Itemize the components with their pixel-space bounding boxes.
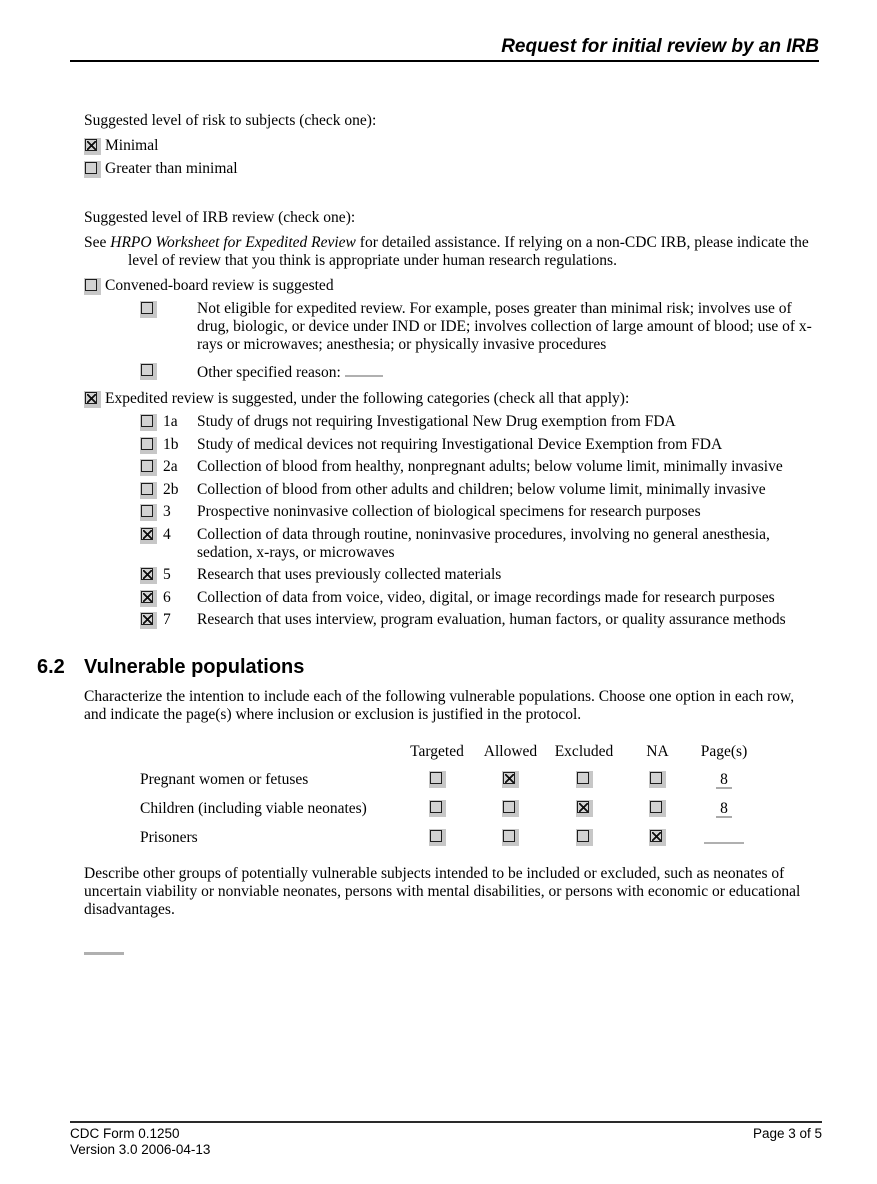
expedited-review-row xyxy=(84,390,816,408)
footer-form-number: CDC Form 0.1250 xyxy=(70,1126,180,1141)
column-header-targeted: Targeted xyxy=(410,743,464,760)
column-header-excluded: Excluded xyxy=(554,743,614,760)
category-6-checkbox[interactable] xyxy=(140,590,157,607)
category-5-number: 5 xyxy=(163,566,171,583)
pregnant-pages-field[interactable]: 8 xyxy=(716,772,732,789)
category-2a-label: Collection of blood from healthy, nonpregnant adults; below volume limit, minimally invasive xyxy=(197,458,783,475)
category-3-checkbox[interactable] xyxy=(140,504,157,521)
section-heading xyxy=(37,656,816,679)
children-targeted-checkbox[interactable] xyxy=(429,800,446,817)
risk-option-greater xyxy=(84,160,816,178)
greater-than-minimal-checkbox[interactable] xyxy=(84,161,101,178)
category-2b-checkbox[interactable] xyxy=(140,482,157,499)
category-row-1b xyxy=(140,436,816,454)
children-excluded-checkbox[interactable] xyxy=(576,800,593,817)
row-label-children: Children (including viable neonates) xyxy=(140,800,367,817)
category-row-3 xyxy=(140,503,816,521)
worksheet-title: HRPO Worksheet for Expedited Review xyxy=(110,234,356,251)
minimal-checkbox[interactable] xyxy=(84,138,101,155)
irb-review-prompt: Suggested level of IRB review (check one): xyxy=(84,209,356,226)
minimal-label: Minimal xyxy=(105,137,159,154)
category-4-checkbox[interactable] xyxy=(140,527,157,544)
risk-prompt: Suggested level of risk to subjects (check one): xyxy=(84,112,377,129)
see-prefix: See xyxy=(84,234,111,251)
category-7-label: Research that uses interview, program evaluation, human factors, or quality assurance methods xyxy=(197,611,786,628)
category-1b-number: 1b xyxy=(163,435,179,453)
prisoners-pages-field[interactable] xyxy=(704,829,744,844)
category-1a-number: 1a xyxy=(163,413,178,430)
page-footer xyxy=(70,1121,822,1158)
footer-left xyxy=(70,1126,210,1158)
category-2b-number: 2b xyxy=(163,480,179,498)
see-worksheet-note xyxy=(84,234,816,270)
row-label-pregnant: Pregnant women or fetuses xyxy=(140,771,309,788)
category-3-label: Prospective noninvasive collection of biological specimens for research purposes xyxy=(197,503,701,520)
footer-page-number: Page 3 of 5 xyxy=(752,1126,822,1141)
risk-option-minimal xyxy=(84,137,816,155)
category-row-5 xyxy=(140,566,816,584)
other-reason-label: Other specified reason: xyxy=(197,362,383,382)
category-1a-label: Study of drugs not requiring Investigational New Drug exemption from FDA xyxy=(197,413,676,430)
convened-board-row xyxy=(84,277,816,295)
category-row-2a xyxy=(140,458,816,476)
expedited-review-label: Expedited review is suggested, under the following categories (check all that apply): xyxy=(105,390,630,407)
section-title: Vulnerable populations xyxy=(84,656,305,678)
not-eligible-row xyxy=(140,300,816,354)
category-2b-label: Collection of blood from other adults and children; below volume limit, minimally invasive xyxy=(197,480,766,498)
page-title: Request for initial review by an IRB xyxy=(501,36,819,57)
prisoners-targeted-checkbox[interactable] xyxy=(429,829,446,846)
other-reason-checkbox[interactable] xyxy=(140,363,157,380)
not-eligible-label: Not eligible for expedited review. For example, poses greater than minimal risk; involves use of drug, biologic, or device under IND or IDE; involves collection of large amount of blood; use of x-rays or microwaves; anesthesia; or physically invasive procedures xyxy=(197,300,812,353)
other-reason-row xyxy=(140,362,816,382)
vulnerable-populations-table xyxy=(84,743,816,849)
category-1b-checkbox[interactable] xyxy=(140,437,157,454)
category-5-label: Research that uses previously collected materials xyxy=(197,566,502,583)
section-intro: Characterize the intention to include each of the following vulnerable populations. Choose one option in each row, and indicate the page(s) where inclusion or exclusion is justified in the protocol. xyxy=(84,688,795,723)
prisoners-allowed-checkbox[interactable] xyxy=(502,829,519,846)
children-na-checkbox[interactable] xyxy=(649,800,666,817)
category-1b-label: Study of medical devices not requiring Investigational Device Exemption from FDA xyxy=(197,435,723,453)
describe-other-groups-field[interactable] xyxy=(84,939,124,955)
category-5-checkbox[interactable] xyxy=(140,567,157,584)
convened-board-checkbox[interactable] xyxy=(84,278,101,295)
category-2a-number: 2a xyxy=(163,458,178,475)
prisoners-excluded-checkbox[interactable] xyxy=(576,829,593,846)
pregnant-allowed-checkbox[interactable] xyxy=(502,771,519,788)
category-7-checkbox[interactable] xyxy=(140,612,157,629)
page-header xyxy=(70,36,819,62)
category-row-2b xyxy=(140,481,816,499)
category-row-6 xyxy=(140,589,816,607)
other-reason-blank-field[interactable] xyxy=(345,362,383,377)
category-row-1a xyxy=(140,413,816,431)
category-4-label: Collection of data through routine, noninvasive procedures, involving no general anesthesia, sedation, x-rays, or microwaves xyxy=(197,525,770,561)
category-4-number: 4 xyxy=(163,525,171,543)
pregnant-targeted-checkbox[interactable] xyxy=(429,771,446,788)
category-2a-checkbox[interactable] xyxy=(140,459,157,476)
form-body xyxy=(37,112,816,960)
section-number: 6.2 xyxy=(37,656,65,678)
greater-than-minimal-label: Greater than minimal xyxy=(105,160,238,177)
category-6-number: 6 xyxy=(163,588,171,606)
pregnant-excluded-checkbox[interactable] xyxy=(576,771,593,788)
category-6-label: Collection of data from voice, video, digital, or image recordings made for research purposes xyxy=(197,588,775,606)
children-allowed-checkbox[interactable] xyxy=(502,800,519,817)
footer-version: Version 3.0 2006-04-13 xyxy=(70,1142,211,1157)
row-label-prisoners: Prisoners xyxy=(140,829,198,846)
category-7-number: 7 xyxy=(163,611,171,628)
convened-board-label: Convened-board review is suggested xyxy=(105,277,334,294)
column-header-pages: Page(s) xyxy=(700,743,748,760)
prisoners-na-checkbox[interactable] xyxy=(649,829,666,846)
category-1a-checkbox[interactable] xyxy=(140,414,157,431)
column-header-allowed: Allowed xyxy=(483,743,538,760)
expedited-review-checkbox[interactable] xyxy=(84,391,101,408)
table-row xyxy=(400,771,474,790)
pregnant-na-checkbox[interactable] xyxy=(649,771,666,788)
not-eligible-checkbox[interactable] xyxy=(140,301,157,318)
children-pages-field[interactable]: 8 xyxy=(716,801,732,818)
see-rest: for detailed assistance. If relying on a non-CDC IRB, please indicate the level of review that you think is appropriate under human research regulations. xyxy=(128,234,809,269)
category-row-7 xyxy=(140,611,816,629)
category-row-4 xyxy=(140,526,816,562)
describe-other-groups-prompt: Describe other groups of potentially vulnerable subjects intended to be included or excluded, such as neonates of uncertain viability or nonviable neonates, persons with mental disabilities, or persons with economic or educational disadvantages. xyxy=(84,865,801,918)
category-3-number: 3 xyxy=(163,503,171,520)
column-header-na: NA xyxy=(646,743,669,760)
